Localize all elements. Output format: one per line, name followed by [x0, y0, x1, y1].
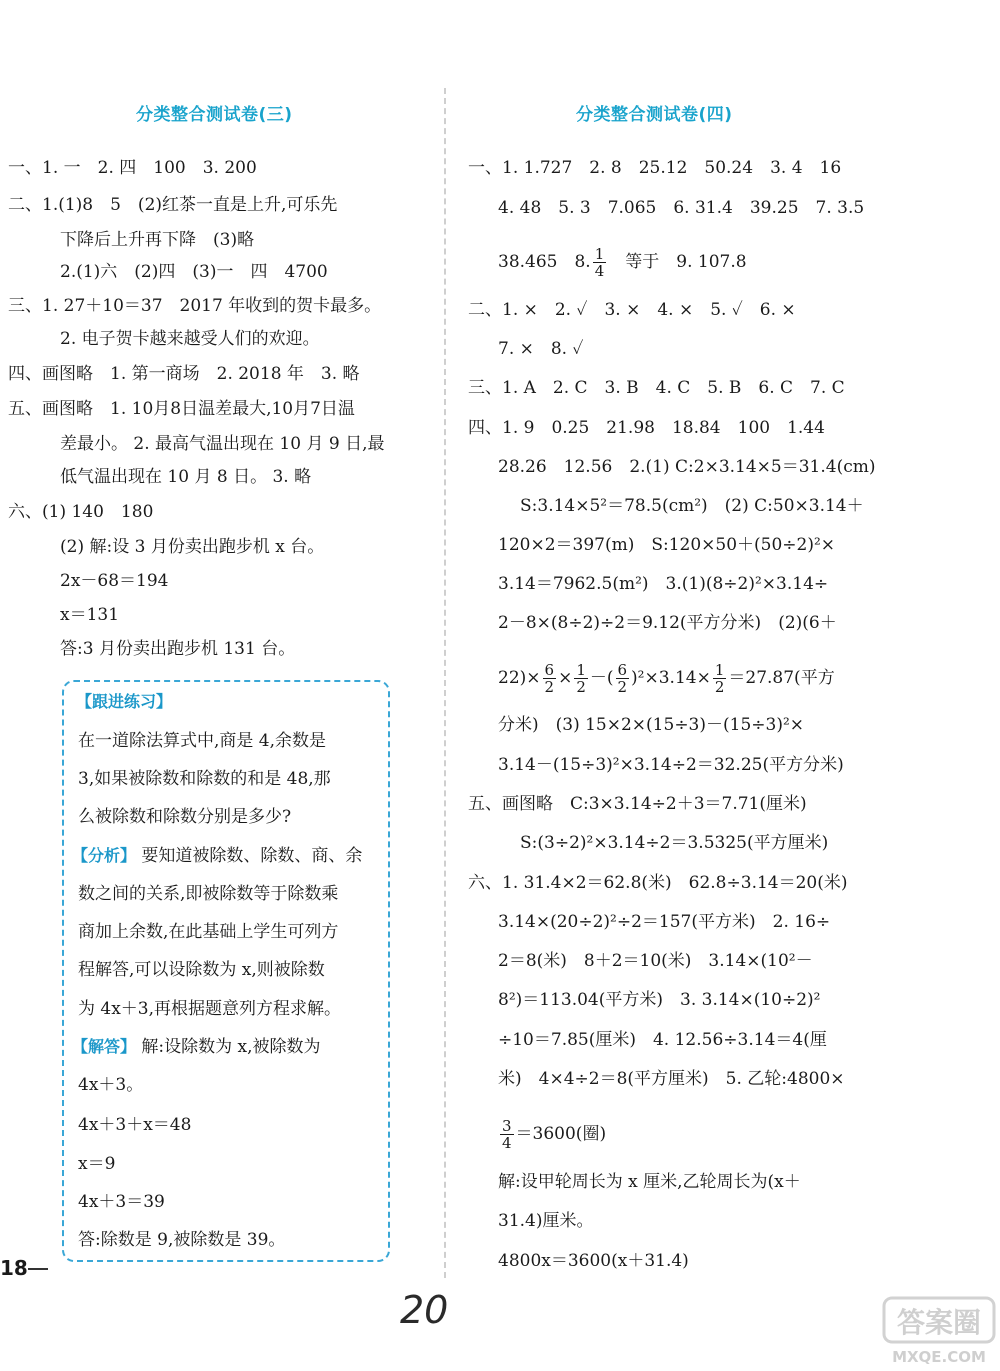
answer-line: 2－8×(8÷2)÷2＝9.12(平方分米) (2)(6＋	[498, 613, 837, 633]
answer-line: 4. 48 5. 3 7.065 6. 31.4 39.25 7. 3.5	[498, 198, 865, 218]
answer-text: 等于 9. 107.8	[608, 252, 747, 272]
page-number: 18	[0, 1256, 28, 1280]
answer-line: 一、1. 一 2. 四 100 3. 200	[8, 158, 257, 178]
answer-line: 低气温出现在 10 月 8 日。 3. 略	[60, 467, 312, 487]
answer-line: 31.4)厘米。	[498, 1211, 594, 1231]
fraction: $\frac{3}{4}$	[502, 1117, 512, 1152]
answer-line: x＝131	[60, 605, 120, 625]
analysis-line: 程解答,可以设除数为 x,则被除数	[78, 960, 325, 980]
left-section-title: 分类整合测试卷(三)	[136, 105, 293, 125]
answer-line	[498, 246, 747, 279]
answer-line: 三、1. A 2. C 3. B 4. C 5. B 6. C 7. C	[468, 378, 845, 398]
handwritten-page-mark: 20	[400, 1288, 449, 1332]
answer-line: 3.14×(20÷2)²÷2＝157(平方米) 2. 16÷	[498, 912, 831, 932]
answer-line: 差最小。 2. 最高气温出现在 10 月 9 日,最	[60, 434, 385, 454]
answer-line: 分米) (3) 15×2×(15÷3)－(15÷3)²×	[498, 715, 805, 735]
answer-line: 2x－68＝194	[60, 571, 169, 591]
answer-line: 二、1.(1)8 5 (2)红茶一直是上升,可乐先	[8, 195, 338, 215]
analysis-line: 商加上余数,在此基础上学生可列方	[78, 922, 339, 942]
answer-line: 3.14－(15÷3)²×3.14÷2＝32.25(平方分米)	[498, 755, 844, 775]
fraction: $\frac{6}{2}$	[617, 661, 628, 696]
answer-line: 二、1. × 2. ✓ 3. × 4. × 5. ✓ 6. ×	[468, 300, 796, 320]
analysis-tag: 【分析】	[72, 846, 137, 865]
page-number-dash	[28, 1268, 48, 1270]
column-divider	[444, 88, 446, 1278]
answer-line: 4800x＝3600(x＋31.4)	[498, 1251, 689, 1271]
answer-text: 38.465 8.	[498, 252, 591, 272]
answer-line: 五、画图略 1. 10月8日温差最大,10月7日温	[8, 399, 355, 419]
answer-line: 120×2＝397(m) S:120×50＋(50÷2)²×	[498, 535, 836, 555]
fraction: $\frac{6}{2}$	[544, 661, 555, 696]
answer-line: 28.26 12.56 2.(1) C:2×3.14×5＝31.4(cm)	[498, 457, 876, 477]
answer-line: 2＝8(米) 8＋2＝10(米) 3.14×(10²－	[498, 951, 813, 971]
answer-line: S:3.14×5²＝78.5(cm²) (2) C:50×3.14＋	[520, 496, 864, 516]
answer-line: 解:设甲轮周长为 x 厘米,乙轮周长为(x＋	[498, 1172, 801, 1192]
analysis-line: 数之间的关系,即被除数等于除数乘	[78, 884, 339, 904]
answer-line: 五、画图略 C:3×3.14÷2＋3＝7.71(厘米)	[468, 794, 807, 814]
practice-tag: 【跟进练习】	[76, 692, 173, 711]
right-section-title: 分类整合测试卷(四)	[576, 105, 733, 125]
solution-line: x＝9	[78, 1154, 116, 1174]
answer-line: 答:3 月份卖出跑步机 131 台。	[60, 639, 296, 659]
practice-question-line: 在一道除法算式中,商是 4,余数是	[78, 731, 327, 751]
analysis-line: 为 4x＋3,再根据题意列方程求解。	[78, 999, 342, 1019]
practice-question-line: 3,如果被除数和除数的和是 48,那	[78, 769, 331, 789]
answer-line: (2) 解:设 3 月份卖出跑步机 x 台。	[60, 537, 325, 557]
answer-line: 六、(1) 140 180	[8, 502, 154, 522]
practice-question-line: 么被除数和除数分别是多少?	[78, 807, 292, 827]
solution-line: 解:设除数为 x,被除数为	[141, 1037, 321, 1057]
analysis-line: 要知道被除数、除数、商、余	[141, 846, 363, 866]
answer-line: 7. × 8. ✓	[498, 339, 584, 359]
fraction: $\frac{1}{4}$	[594, 245, 605, 280]
answer-line: 三、1. 27＋10＝37 2017 年收到的贺卡最多。	[8, 296, 382, 316]
fraction: $\frac{1}{2}$	[714, 661, 725, 696]
answer-line: 米) 4×4÷2＝8(平方厘米) 5. 乙轮:4800×	[498, 1069, 845, 1089]
solution-line: 4x＋3＋x＝48	[78, 1115, 192, 1135]
answer-line: $\frac{3}{4}$ ＝3600(圈)	[502, 1117, 607, 1152]
svg-text:MXQE.COM: MXQE.COM	[892, 1348, 986, 1366]
answer-line: 22)× $\frac{6}{2}$ × $\frac{1}{2}$ －( $\frac{6}{2}$ )²×3.14× $\frac{1}{2}$ ＝27.87(平方	[498, 661, 835, 696]
answer-line: ÷10＝7.85(厘米) 4. 12.56÷3.14＝4(厘	[498, 1030, 827, 1050]
answer-line: 六、1. 31.4×2＝62.8(米) 62.8÷3.14＝20(米)	[468, 873, 848, 893]
answer-line: 2.(1)六 (2)四 (3)一 四 4700	[60, 262, 328, 282]
watermark-logo	[880, 1296, 998, 1366]
solution-tag: 【解答】	[72, 1037, 137, 1056]
solution-line: 4x＋3。	[78, 1075, 144, 1095]
answer-line: 四、1. 9 0.25 21.98 18.84 100 1.44	[468, 418, 825, 438]
answer-line: 四、画图略 1. 第一商场 2. 2018 年 3. 略	[8, 364, 360, 384]
answer-line: 8²)＝113.04(平方米) 3. 3.14×(10÷2)²	[498, 990, 821, 1010]
solution-line: 答:除数是 9,被除数是 39。	[78, 1230, 286, 1250]
answer-line: 一、1. 1.727 2. 8 25.12 50.24 3. 4 16	[468, 158, 842, 178]
fraction: $\frac{1}{2}$	[576, 661, 586, 696]
answer-line: 3.14＝7962.5(m²) 3.(1)(8÷2)²×3.14÷	[498, 574, 829, 594]
answer-line: 2. 电子贺卡越来越受人们的欢迎。	[60, 329, 320, 349]
svg-text:答案圈: 答案圈	[896, 1306, 982, 1339]
answer-line: 下降后上升再下降 (3)略	[60, 230, 255, 250]
solution-line: 4x＋3＝39	[78, 1192, 165, 1212]
answer-line: S:(3÷2)²×3.14÷2＝3.5325(平方厘米)	[520, 833, 829, 853]
